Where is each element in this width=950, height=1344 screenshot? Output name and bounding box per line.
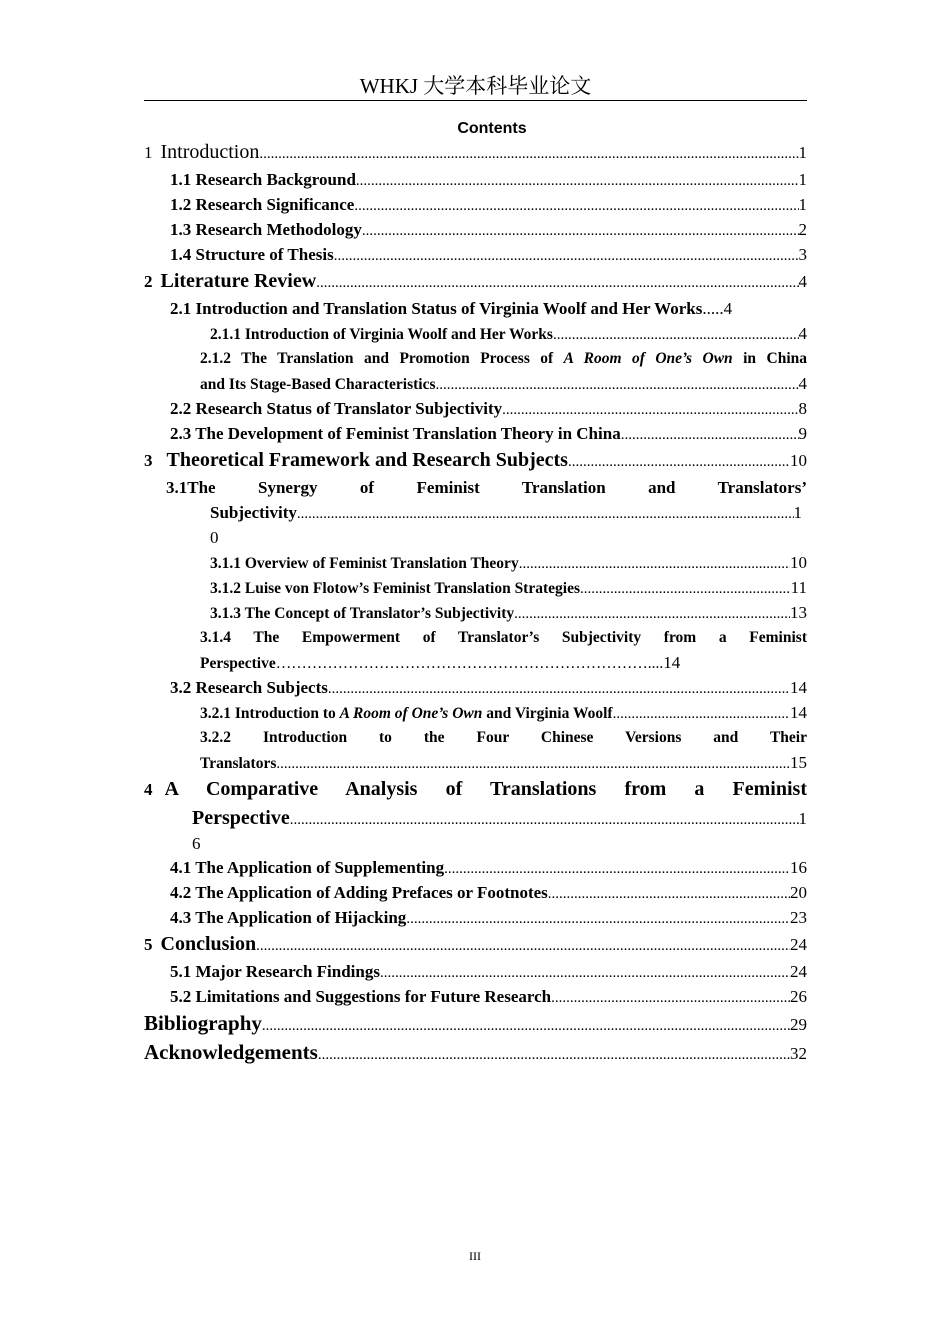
toc-entry-5-1[interactable] bbox=[144, 959, 807, 984]
chapter-number: 5 bbox=[144, 935, 153, 954]
entry-title: 4.3 The Application of Hijacking bbox=[170, 908, 407, 927]
leader-dots bbox=[580, 577, 791, 600]
entry-title-part: Subjectivity bbox=[210, 503, 297, 522]
entry-title: 4.2 The Application of Adding Prefaces or Footnotes bbox=[170, 883, 548, 902]
page-number-continued: 0 bbox=[210, 528, 219, 547]
toc-entry-3-2-1[interactable] bbox=[144, 700, 807, 725]
entry-title: 3.1.2 Luise von Flotow’s Feminist Translation Strategies bbox=[210, 580, 580, 597]
leader-dots bbox=[621, 423, 799, 446]
entry-title: 1.2 Research Significance bbox=[170, 195, 355, 214]
leader-dots bbox=[551, 986, 790, 1009]
toc-entry-2-3[interactable] bbox=[144, 421, 807, 446]
toc-entry-acknowledgements[interactable] bbox=[144, 1038, 807, 1067]
leader-dots bbox=[406, 907, 790, 930]
leader-dots bbox=[297, 502, 794, 525]
entry-title-part: 3.1The Synergy of Feminist Translation and Translators’ bbox=[166, 478, 807, 497]
page-number: 23 bbox=[790, 908, 807, 927]
page-number: 9 bbox=[798, 424, 807, 443]
leader-dots bbox=[262, 1012, 790, 1038]
toc-heading: Contents bbox=[457, 120, 527, 137]
toc-entry-1-4[interactable] bbox=[144, 242, 807, 267]
toc-entry-5-2[interactable] bbox=[144, 984, 807, 1009]
toc-entry-3-1-2[interactable] bbox=[144, 575, 807, 600]
leader-dots bbox=[328, 677, 790, 700]
entry-title: 1.1 Research Background bbox=[170, 170, 356, 189]
entry-title: 2.3 The Development of Feminist Translation Theory in China bbox=[170, 424, 621, 443]
header-rule bbox=[144, 100, 807, 101]
page-number: 4 bbox=[798, 324, 807, 343]
toc-entry-1-2[interactable] bbox=[144, 192, 807, 217]
leader-dots: ..... bbox=[702, 299, 724, 318]
leader-dots bbox=[568, 448, 790, 475]
page-number: 1 bbox=[798, 809, 807, 828]
leader-dots bbox=[316, 269, 798, 296]
entry-title: 1.3 Research Methodology bbox=[170, 220, 362, 239]
leader-dots bbox=[502, 398, 798, 421]
leader-dots bbox=[290, 806, 799, 833]
entry-title: 1.4 Structure of Thesis bbox=[170, 245, 334, 264]
toc-entry-3-1[interactable] bbox=[144, 475, 807, 550]
chapter-title: Theoretical Framework and Research Subjects bbox=[166, 449, 568, 471]
page-number: 8 bbox=[798, 399, 807, 418]
entry-title-part: 3.2.1 Introduction to bbox=[200, 705, 336, 722]
chapter-number: 3 bbox=[144, 451, 153, 470]
page-number: 1 bbox=[793, 503, 802, 522]
page-number: 24 bbox=[790, 935, 807, 954]
page-number: 20 bbox=[790, 883, 807, 902]
leader-dots bbox=[514, 602, 790, 625]
toc-entry-3-2-2[interactable] bbox=[144, 725, 807, 775]
page-number-continued: 6 bbox=[192, 834, 201, 853]
toc-entry-chapter-3[interactable] bbox=[144, 446, 807, 475]
page-number: 4 bbox=[798, 272, 807, 291]
leader-dots bbox=[553, 323, 799, 346]
page-footer-number: III bbox=[469, 1249, 481, 1263]
page-number: 2 bbox=[798, 220, 807, 239]
leader-dots bbox=[259, 140, 798, 167]
leader-dots bbox=[356, 169, 799, 192]
entry-title-part: and Virginia Woolf bbox=[486, 705, 613, 722]
leader-dots bbox=[334, 244, 799, 267]
leader-dots bbox=[519, 552, 790, 575]
entry-title: Bibliography bbox=[144, 1011, 262, 1035]
leader-dots bbox=[444, 857, 790, 880]
toc-entry-3-2[interactable] bbox=[144, 675, 807, 700]
leader-dots: ……………………………………………………………….... bbox=[275, 655, 664, 672]
entry-title-part: 3.2.2 Introduction to the Four Chinese Versions and Their bbox=[200, 729, 807, 746]
toc-entry-4-2[interactable] bbox=[144, 880, 807, 905]
leader-dots bbox=[613, 702, 790, 725]
toc-entry-2-1-1[interactable] bbox=[144, 321, 807, 346]
toc-entry-chapter-4[interactable] bbox=[144, 775, 807, 855]
entry-title: 3.2 Research Subjects bbox=[170, 678, 328, 697]
table-of-contents bbox=[144, 138, 807, 1067]
entry-title: 2.1.1 Introduction of Virginia Woolf and Her Works bbox=[210, 326, 553, 343]
entry-title: 2.2 Research Status of Translator Subjectivity bbox=[170, 399, 503, 418]
toc-entry-3-1-4[interactable] bbox=[144, 625, 807, 675]
toc-entry-chapter-1[interactable] bbox=[144, 138, 807, 167]
entry-title-part: Translators bbox=[200, 755, 277, 772]
chapter-title-part: A Comparative Analysis of Translations from a Feminist bbox=[164, 778, 807, 800]
leader-dots bbox=[354, 194, 798, 217]
toc-entry-2-1[interactable] bbox=[144, 296, 807, 321]
toc-entry-bibliography[interactable] bbox=[144, 1009, 807, 1038]
toc-entry-1-1[interactable] bbox=[144, 167, 807, 192]
page-number: 4 bbox=[798, 374, 807, 393]
entry-title: 4.1 The Application of Supplementing bbox=[170, 858, 445, 877]
page-number: 10 bbox=[790, 553, 807, 572]
entry-title-italic: A Room of One’s Own bbox=[339, 705, 483, 722]
page-number: 14 bbox=[663, 653, 681, 672]
entry-title-italic: A Room of One’s Own bbox=[563, 350, 733, 367]
chapter-number: 4 bbox=[144, 780, 153, 799]
page-number: 15 bbox=[790, 753, 807, 772]
page-number: 1 bbox=[798, 143, 807, 162]
page-number: 13 bbox=[790, 603, 807, 622]
page-number: 32 bbox=[790, 1044, 807, 1063]
running-header: WHKJ 大学本科毕业论文 bbox=[359, 74, 592, 98]
entry-title: 3.1.3 The Concept of Translator’s Subjectivity bbox=[210, 605, 515, 622]
entry-title-part: in China bbox=[743, 350, 807, 367]
leader-dots bbox=[380, 961, 790, 984]
page-number: 1 bbox=[798, 195, 807, 214]
leader-dots bbox=[318, 1041, 790, 1067]
entry-title-part: and Its Stage-Based Characteristics bbox=[200, 376, 436, 393]
toc-entry-3-1-3[interactable] bbox=[144, 600, 807, 625]
page-number: 11 bbox=[790, 578, 807, 597]
page-number: 24 bbox=[790, 962, 807, 981]
leader-dots bbox=[276, 752, 790, 775]
leader-dots bbox=[436, 373, 799, 396]
chapter-number: 1 bbox=[144, 143, 153, 162]
chapter-number: 2 bbox=[144, 272, 153, 291]
entry-title: 2.1 Introduction and Translation Status of Virginia Woolf and Her Works bbox=[170, 299, 703, 318]
entry-title-part: Perspective bbox=[200, 655, 276, 672]
toc-entry-4-3[interactable] bbox=[144, 905, 807, 930]
page-number: 10 bbox=[790, 451, 807, 470]
toc-entry-1-3[interactable] bbox=[144, 217, 807, 242]
chapter-title-part: Perspective bbox=[192, 807, 290, 829]
toc-entry-4-1[interactable] bbox=[144, 855, 807, 880]
entry-title: Acknowledgements bbox=[144, 1040, 318, 1064]
chapter-title: Literature Review bbox=[160, 270, 317, 292]
leader-dots bbox=[256, 932, 790, 959]
page-number: 14 bbox=[790, 678, 807, 697]
entry-title-part: 3.1.4 The Empowerment of Translator’s Subjectivity from a Feminist bbox=[200, 629, 807, 646]
page-number: 3 bbox=[798, 245, 807, 264]
entry-title: 3.1.1 Overview of Feminist Translation Theory bbox=[210, 555, 519, 572]
page-number: 14 bbox=[790, 703, 807, 722]
toc-entry-2-1-2[interactable] bbox=[144, 346, 807, 396]
toc-entry-chapter-5[interactable] bbox=[144, 930, 807, 959]
entry-title: 5.2 Limitations and Suggestions for Future Research bbox=[170, 987, 552, 1006]
leader-dots bbox=[362, 219, 799, 242]
toc-entry-chapter-2[interactable] bbox=[144, 267, 807, 296]
chapter-title: Introduction bbox=[160, 141, 260, 163]
page-number: 26 bbox=[790, 987, 807, 1006]
page-number: 29 bbox=[790, 1015, 807, 1034]
entry-title: 5.1 Major Research Findings bbox=[170, 962, 380, 981]
chapter-title: Conclusion bbox=[160, 933, 257, 955]
toc-entry-3-1-1[interactable] bbox=[144, 550, 807, 575]
leader-dots bbox=[548, 882, 790, 905]
page-number: 4 bbox=[723, 299, 733, 318]
entry-title-part: 2.1.2 The Translation and Promotion Process of bbox=[200, 350, 554, 367]
toc-entry-2-2[interactable] bbox=[144, 396, 807, 421]
page-number: 1 bbox=[798, 170, 807, 189]
page-number: 16 bbox=[790, 858, 807, 877]
